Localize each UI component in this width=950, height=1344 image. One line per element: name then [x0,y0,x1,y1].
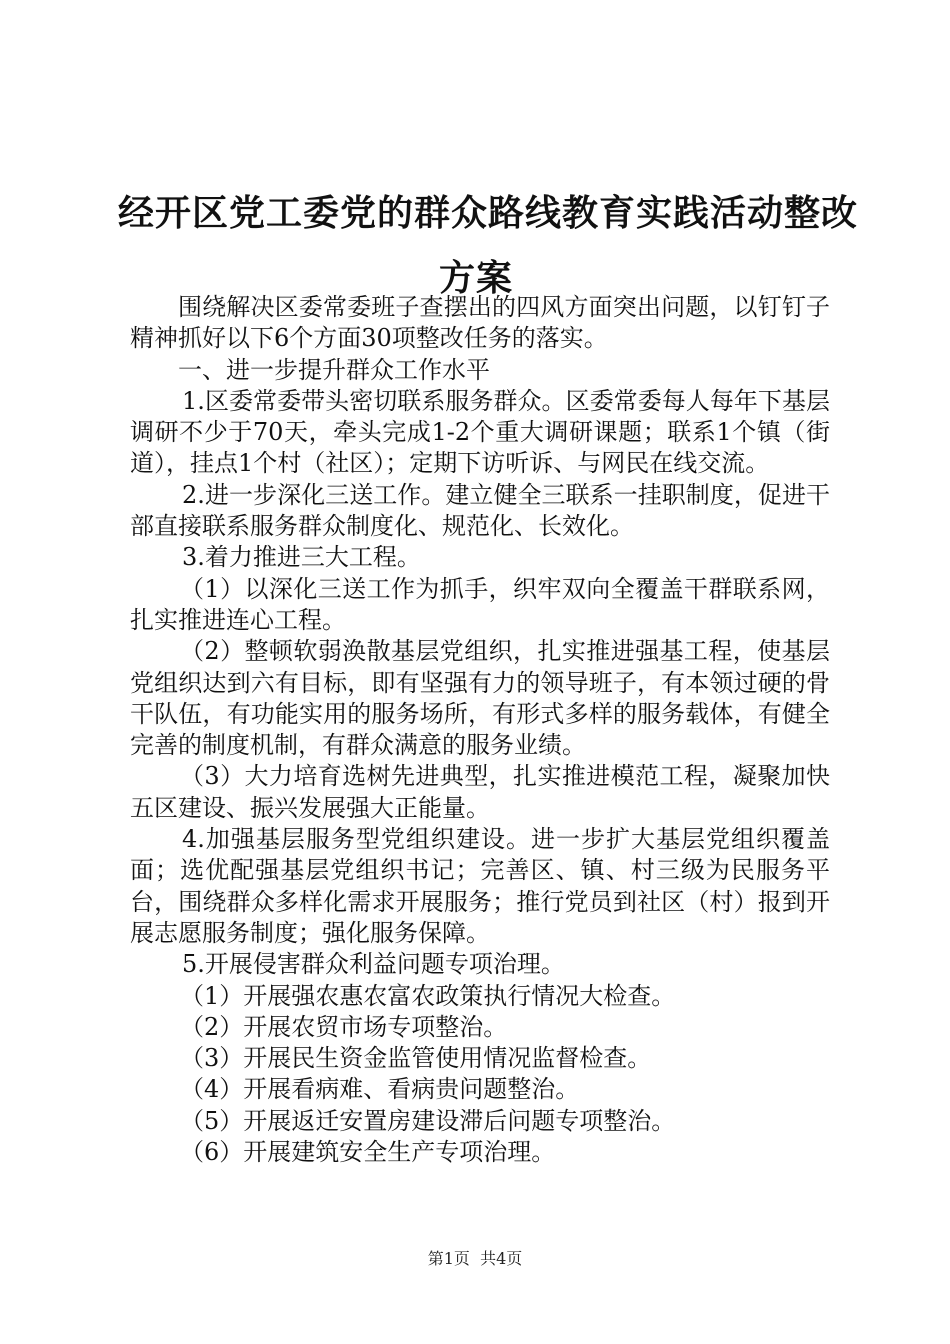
document-body [130,292,830,1168]
page-footer [0,1246,950,1269]
subitem-line: （6）开展建筑安全生产专项治理。 [180,1138,556,1167]
section-heading: 一、进一步提升群众工作水平 [178,355,490,384]
subitem-line: （5）开展返迁安置房建设滞后问题专项整治。 [180,1106,676,1135]
item-paragraph: 1.区委常委带头密切联系服务群众。区委常委每人每年下基层调研不少于70天，牵头完成1-2个重大调研课题；联系1个镇（街道），挂点1个村（社区）；定期下访听诉、与网民在线交流。 [130,386,830,478]
document-title-line-1: 经开区党工委党的群众路线教育实践活动整改 [118,193,859,234]
subitem-line: （2）开展农贸市场专项整治。 [180,1012,508,1041]
subitem-line: （3）开展民生资金监管使用情况监督检查。 [180,1044,652,1073]
subitem-line: （1）开展强农惠农富农政策执行情况大检查。 [180,981,676,1010]
document-title-line-2: 方案 [438,258,513,299]
item-paragraph: 3.着力推进三大工程。 [182,543,421,572]
item-paragraph: 5.开展侵害群众利益问题专项治理。 [182,950,565,979]
subitem-paragraph: （3）大力培育选树先进典型，扎实推进模范工程，凝聚加快五区建设、振兴发展强大正能量。 [130,762,830,822]
subitem-paragraph: （1）以深化三送工作为抓手，织牢双向全覆盖干群联系网，扎实推进连心工程。 [130,574,830,634]
subitem-paragraph: （2）整顿软弱涣散基层党组织，扎实推进强基工程，使基层党组织达到六有目标，即有坚强有力的领导班子，有本领过硬的骨干队伍，有功能实用的服务场所，有形式多样的服务载体，有健全完善的制度机制，有群众满意的服务业绩。 [130,637,830,760]
item-paragraph: 2.进一步深化三送工作。建立健全三联系一挂职制度，促进干部直接联系服务群众制度化、规范化、长效化。 [130,480,830,541]
page-number-text: 第1页 共4页 [427,1249,523,1268]
subitem-line: （4）开展看病难、看病贵问题整治。 [180,1075,580,1104]
item-paragraph: 4.加强基层服务型党组织建设。进一步扩大基层党组织覆盖面；选优配强基层党组织书记；完善区、镇、村三级为民服务平台，围绕群众多样化需求开展服务；推行党员到社区（村）报到开展志愿服务制度；强化服务保障。 [130,825,830,947]
intro-paragraph: 围绕解决区委常委班子查摆出的四风方面突出问题，以钉钉子精神抓好以下6个方面30项整改任务的落实。 [130,293,830,353]
